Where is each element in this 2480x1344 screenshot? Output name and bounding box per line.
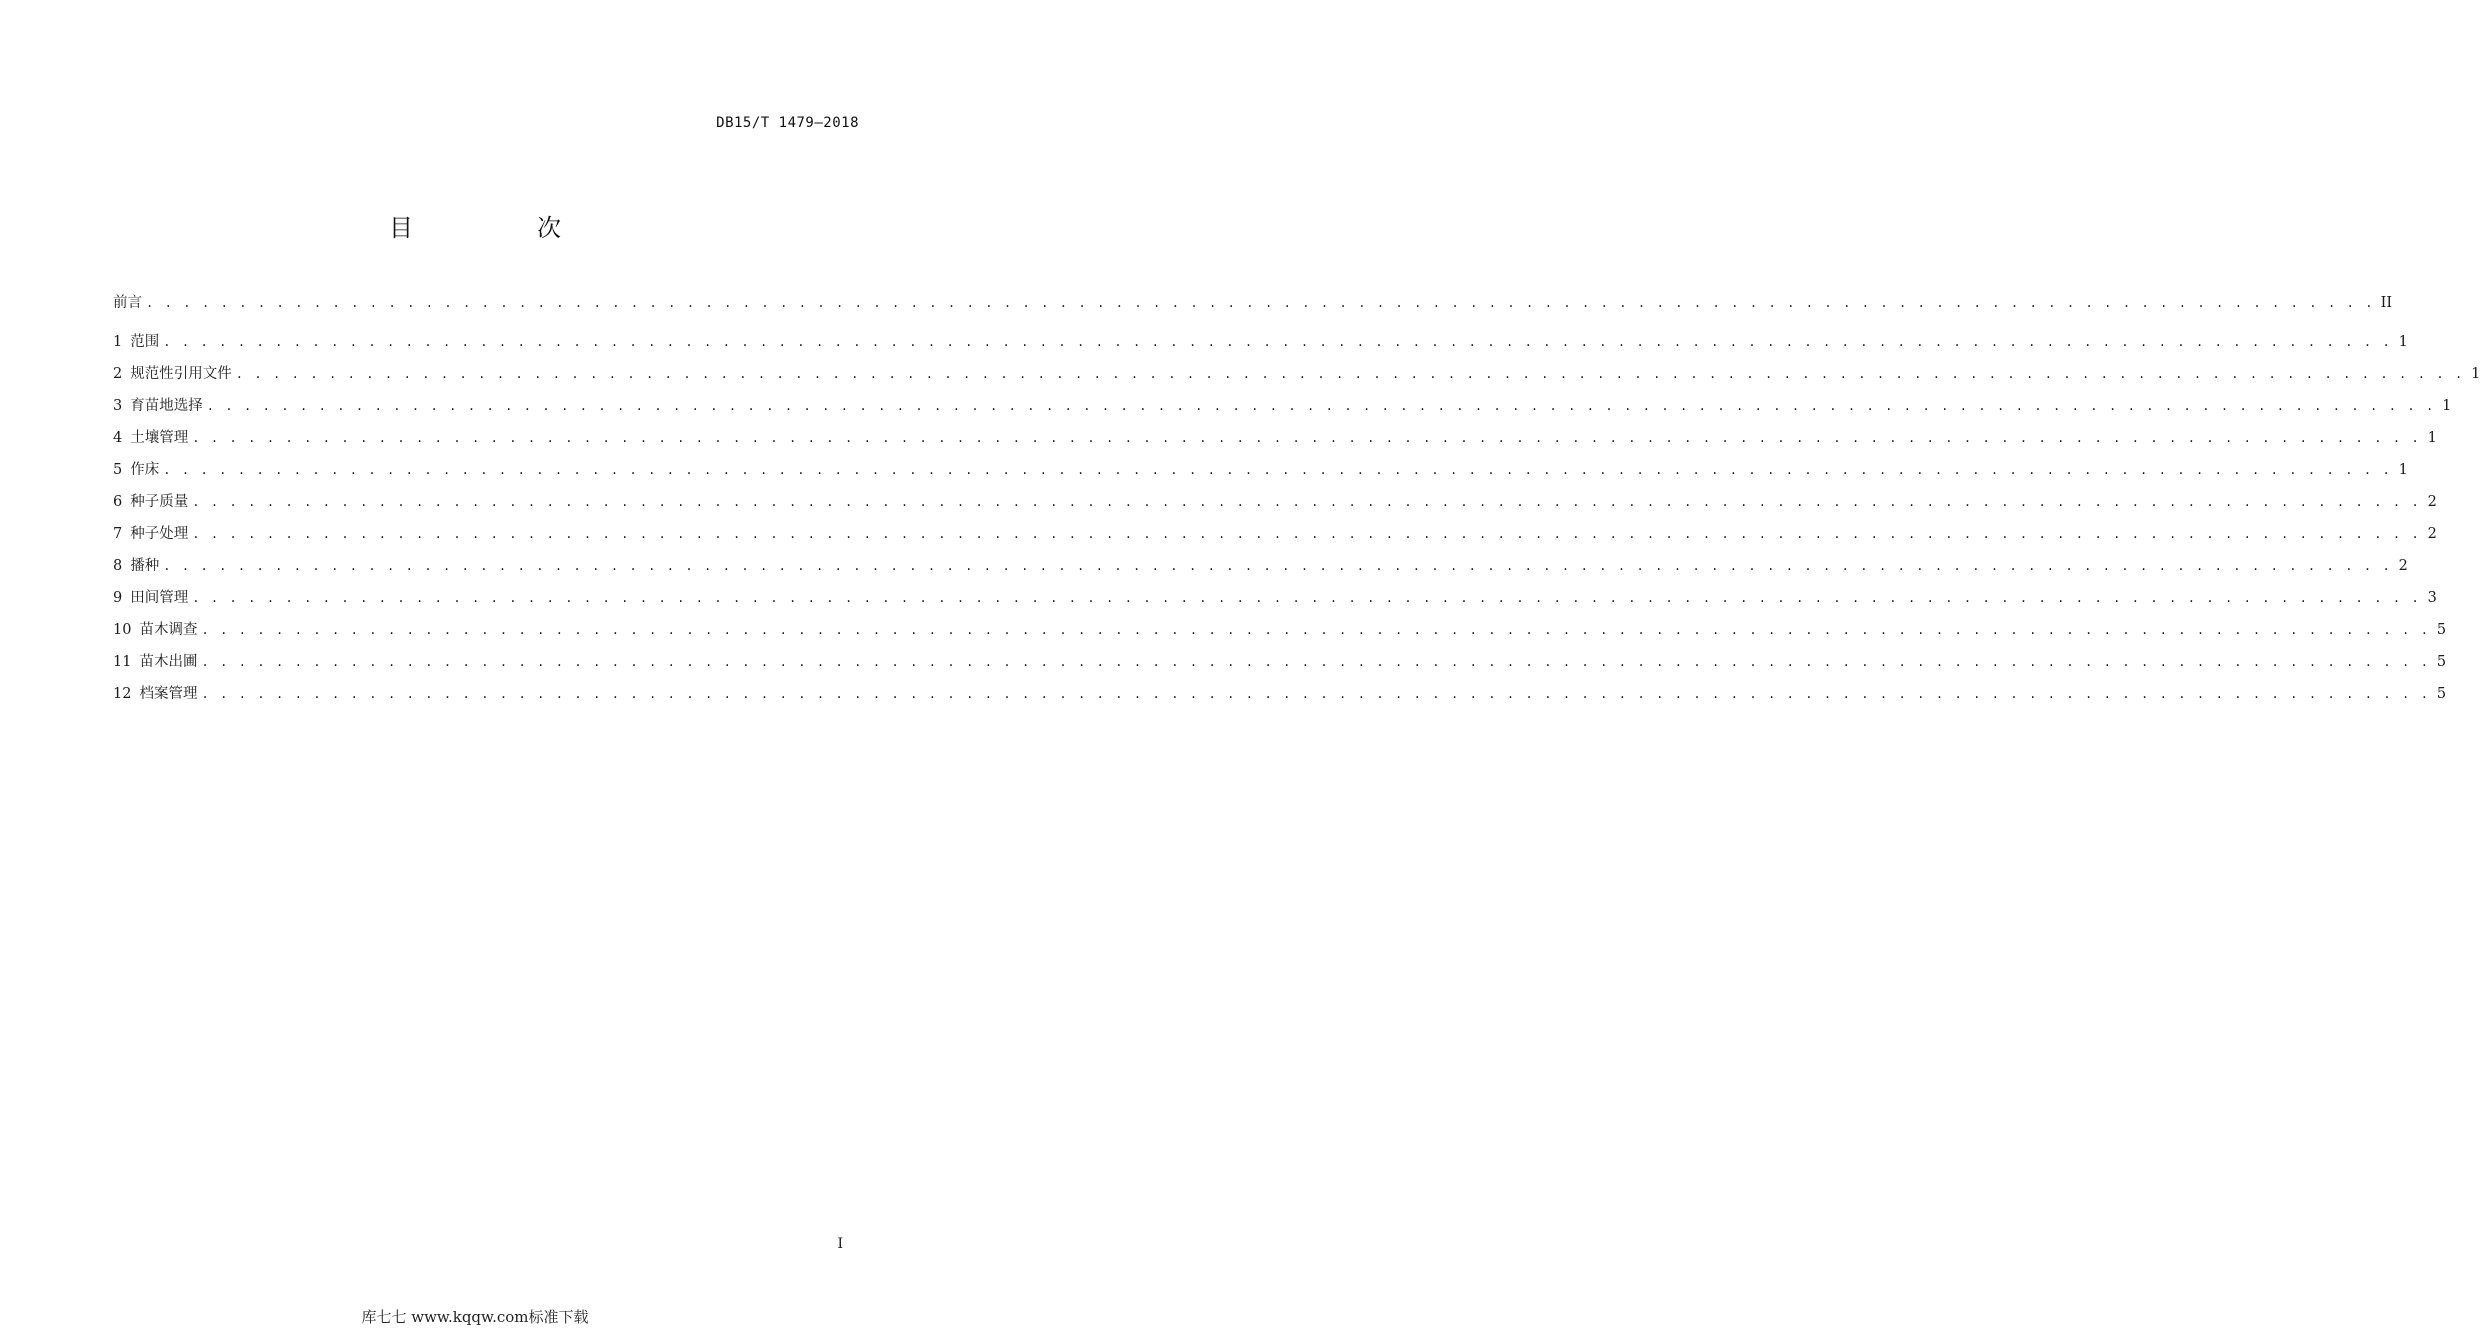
toc-entry[interactable] xyxy=(113,524,2437,556)
toc-entry-page: II xyxy=(2380,295,2393,311)
toc-leader-dots: . . . . . . . . . . . . . . . . . . . . . . . . . . . . . . . . . . . . . . . . . . . . . . . . . . . . . . . . . . . . . . . . . . . . . . . . . . . . . . . . . . . . . . . . . . . . . . . . . . . . . . . . . . . . . . . . . . . . . . . . xyxy=(192,431,2421,445)
toc-entry[interactable] xyxy=(113,556,2408,588)
toc-entry-number: 9 xyxy=(113,590,123,606)
toc-entry-number: 3 xyxy=(113,398,123,414)
toc-entry-page: 2 xyxy=(2427,526,2437,542)
toc-entry-label: 档案管理 xyxy=(139,686,198,702)
toc-leader-dots: . . . . . . . . . . . . . . . . . . . . . . . . . . . . . . . . . . . . . . . . . . . . . . . . . . . . . . . . . . . . . . . . . . . . . . . . . . . . . . . . . . . . . . . . . . . . . . . . . . . . . . . . . . . . . . . . . . . . . . . . xyxy=(201,687,2431,701)
toc-leader-dots: . . . . . . . . . . . . . . . . . . . . . . . . . . . . . . . . . . . . . . . . . . . . . . . . . . . . . . . . . . . . . . . . . . . . . . . . . . . . . . . . . . . . . . . . . . . . . . . . . . . . . . . . . . . . . . . . . . . . . . . . xyxy=(206,399,2436,413)
toc-entry[interactable] xyxy=(113,460,2408,492)
toc-leader-dots: . . . . . . . . . . . . . . . . . . . . . . . . . . . . . . . . . . . . . . . . . . . . . . . . . . . . . . . . . . . . . . . . . . . . . . . . . . . . . . . . . . . . . . . . . . . . . . . . . . . . . . . . . . . . . . . . . . . . . . . . xyxy=(163,463,2392,477)
toc-entry-label: 苗木出圃 xyxy=(139,654,198,670)
toc-entry-label: 育苗地选择 xyxy=(130,398,203,414)
toc-entry-page: 3 xyxy=(2427,590,2437,606)
toc-entry[interactable] xyxy=(113,332,2408,364)
toc-entry-page: 1 xyxy=(2442,398,2452,414)
toc-entry[interactable] xyxy=(113,428,2437,460)
toc-entry[interactable] xyxy=(113,588,2437,620)
toc-leader-dots: . . . . . . . . . . . . . . . . . . . . . . . . . . . . . . . . . . . . . . . . . . . . . . . . . . . . . . . . . . . . . . . . . . . . . . . . . . . . . . . . . . . . . . . . . . . . . . . . . . . . . . . . . . . . . . . . . . . . . . . . xyxy=(163,335,2392,349)
toc-entry[interactable] xyxy=(113,684,2447,716)
toc-leader-dots: . . . . . . . . . . . . . . . . . . . . . . . . . . . . . . . . . . . . . . . . . . . . . . . . . . . . . . . . . . . . . . . . . . . . . . . . . . . . . . . . . . . . . . . . . . . . . . . . . . . . . . . . . . . . . . . . . . . . . . . . xyxy=(201,623,2431,637)
toc-entry[interactable] xyxy=(113,620,2447,652)
toc-leader-dots: . . . . . . . . . . . . . . . . . . . . . . . . . . . . . . . . . . . . . . . . . . . . . . . . . . . . . . . . . . . . . . . . . . . . . . . . . . . . . . . . . . . . . . . . . . . . . . . . . . . . . . . . . . . . . . . . . . . . . . . . xyxy=(192,591,2421,605)
toc-entry-label: 种子质量 xyxy=(130,494,189,510)
toc-entry-page: 5 xyxy=(2436,654,2447,670)
toc-entry-label: 种子处理 xyxy=(130,526,189,542)
toc-entry-page: 1 xyxy=(2398,334,2408,350)
toc-entry-page: 5 xyxy=(2436,622,2447,638)
toc-entry-number: 2 xyxy=(113,366,123,382)
toc-entry-label: 播种 xyxy=(130,558,160,574)
toc-leader-dots: . . . . . . . . . . . . . . . . . . . . . . . . . . . . . . . . . . . . . . . . . . . . . . . . . . . . . . . . . . . . . . . . . . . . . . . . . . . . . . . . . . . . . . . . . . . . . . . . . . . . . . . . . . . . . . . . . . . . . . . . xyxy=(201,655,2431,669)
toc-leader-dots: . . . . . . . . . . . . . . . . . . . . . . . . . . . . . . . . . . . . . . . . . . . . . . . . . . . . . . . . . . . . . . . . . . . . . . . . . . . . . . . . . . . . . . . . . . . . . . . . . . . . . . . . . . . . . . . . . . . . . . . . xyxy=(146,296,2375,310)
toc-entry-page: 2 xyxy=(2398,558,2408,574)
footer-watermark: 库七七 www.kqqw.com标准下载 xyxy=(361,1308,589,1326)
toc-entry[interactable] xyxy=(113,293,2393,325)
toc-entry-label: 作床 xyxy=(130,462,160,478)
toc-entry[interactable] xyxy=(113,364,2480,396)
toc-entry[interactable] xyxy=(113,492,2437,524)
toc-entry[interactable] xyxy=(113,396,2452,428)
table-of-contents xyxy=(113,293,2480,716)
toc-entry-number: 10 xyxy=(113,622,132,638)
toc-entry-label: 田间管理 xyxy=(130,590,189,606)
toc-entry-number: 4 xyxy=(113,430,123,446)
toc-entry-page: 5 xyxy=(2436,686,2447,702)
toc-leader-dots: . . . . . . . . . . . . . . . . . . . . . . . . . . . . . . . . . . . . . . . . . . . . . . . . . . . . . . . . . . . . . . . . . . . . . . . . . . . . . . . . . . . . . . . . . . . . . . . . . . . . . . . . . . . . . . . . . . . . . . . . xyxy=(235,367,2465,381)
page-number: I xyxy=(837,1236,843,1252)
toc-entry-number: 6 xyxy=(113,494,123,510)
toc-entry-label: 苗木调查 xyxy=(139,622,198,638)
toc-entry-number: 11 xyxy=(113,654,132,670)
toc-entry-page: 1 xyxy=(2471,366,2480,382)
toc-entry-page: 2 xyxy=(2427,494,2437,510)
toc-leader-dots: . . . . . . . . . . . . . . . . . . . . . . . . . . . . . . . . . . . . . . . . . . . . . . . . . . . . . . . . . . . . . . . . . . . . . . . . . . . . . . . . . . . . . . . . . . . . . . . . . . . . . . . . . . . . . . . . . . . . . . . . xyxy=(192,495,2421,509)
toc-entry-label: 规范性引用文件 xyxy=(130,366,232,382)
toc-entry-number: 12 xyxy=(113,686,132,702)
toc-entry-number: 7 xyxy=(113,526,123,542)
toc-entry-number: 1 xyxy=(113,334,123,350)
toc-entry-label: 土壤管理 xyxy=(130,430,189,446)
toc-entry-page: 1 xyxy=(2427,430,2437,446)
page-title: 目 次 xyxy=(389,214,611,242)
toc-entry[interactable] xyxy=(113,652,2447,684)
toc-entry-number: 8 xyxy=(113,558,123,574)
toc-leader-dots: . . . . . . . . . . . . . . . . . . . . . . . . . . . . . . . . . . . . . . . . . . . . . . . . . . . . . . . . . . . . . . . . . . . . . . . . . . . . . . . . . . . . . . . . . . . . . . . . . . . . . . . . . . . . . . . . . . . . . . . . xyxy=(192,527,2421,541)
toc-leader-dots: . . . . . . . . . . . . . . . . . . . . . . . . . . . . . . . . . . . . . . . . . . . . . . . . . . . . . . . . . . . . . . . . . . . . . . . . . . . . . . . . . . . . . . . . . . . . . . . . . . . . . . . . . . . . . . . . . . . . . . . . xyxy=(163,559,2392,573)
toc-entry-label: 范围 xyxy=(130,334,160,350)
document-code: DB15/T 1479—2018 xyxy=(716,115,859,131)
toc-entry-page: 1 xyxy=(2398,462,2408,478)
toc-entry-number: 5 xyxy=(113,462,123,478)
toc-entry-label: 前言 xyxy=(113,295,142,311)
